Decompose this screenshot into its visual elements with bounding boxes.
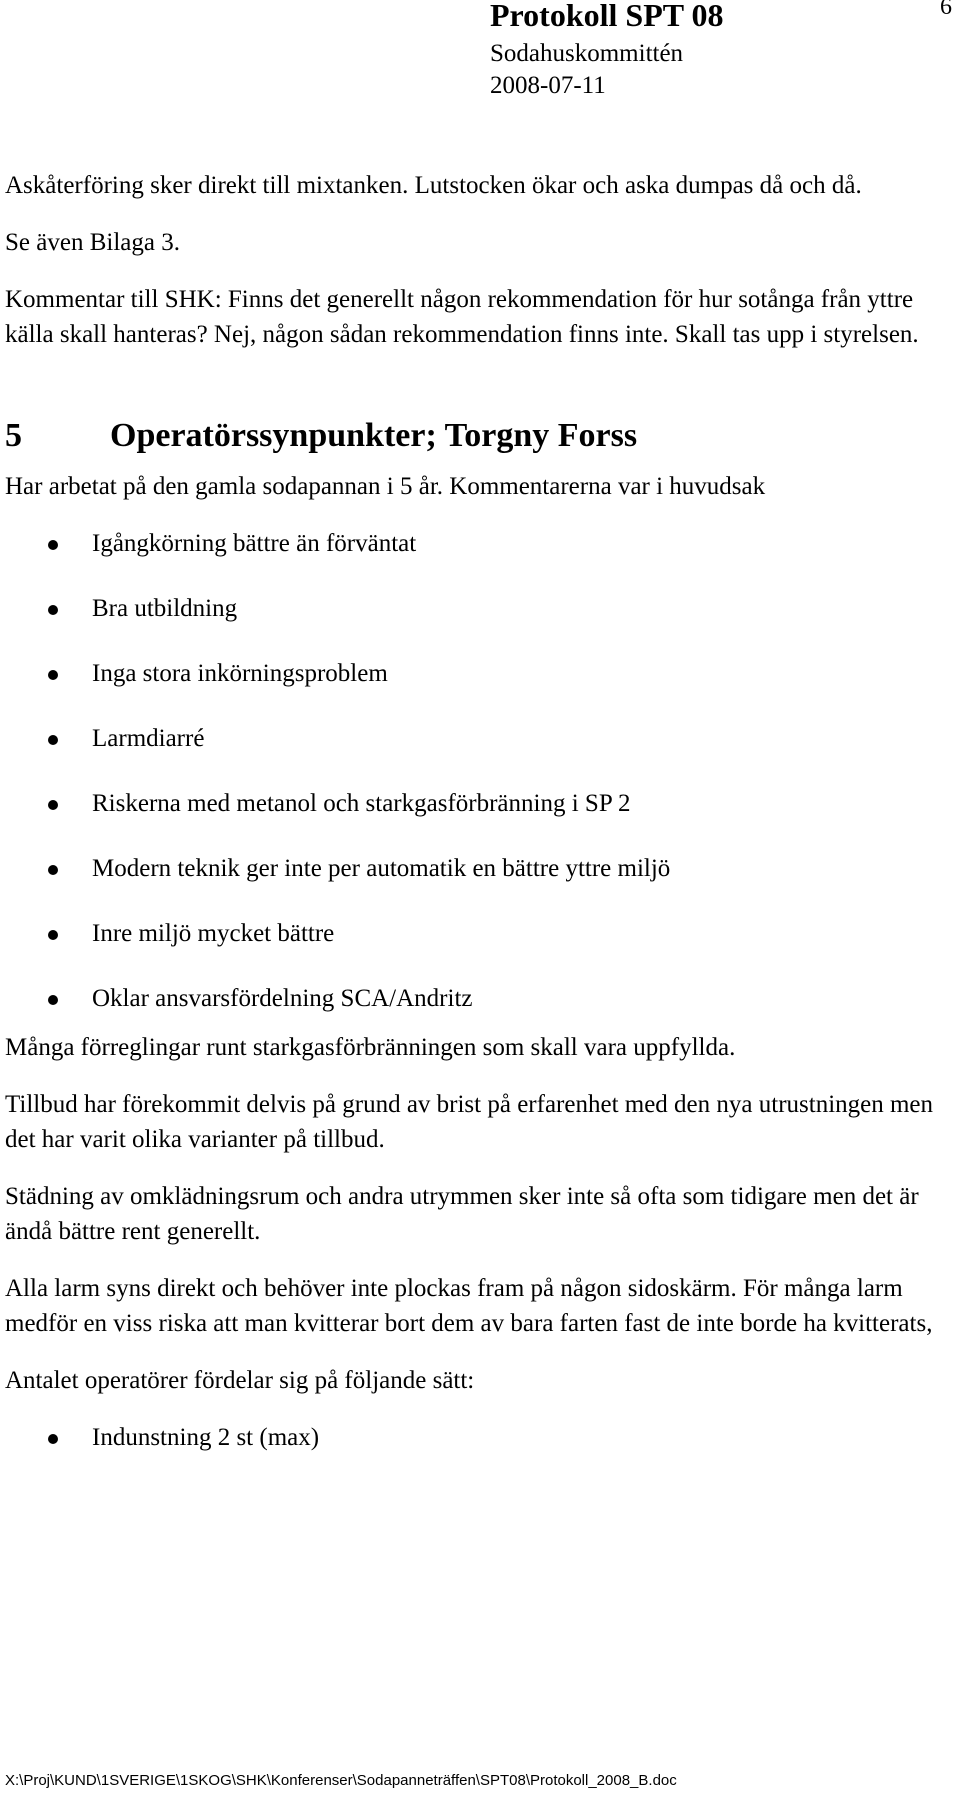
bullet-icon <box>48 930 58 940</box>
committee-name: Sodahuskommittén <box>490 40 684 67</box>
paragraph-alarms: Alla larm syns direkt och behöver inte plockas fram på någon sidoskärm. För många larm medför en viss riska att man kvitterar bort dem av bara farten fast de inte borde ha kvitterats, <box>5 1275 933 1337</box>
paragraph-appendix-ref: Se även Bilaga 3. <box>5 229 180 256</box>
list-item <box>5 1420 955 1455</box>
bullet-icon <box>48 800 58 810</box>
list-item-text: Indunstning 2 st (max) <box>92 1424 320 1451</box>
paragraph-cleaning: Städning av omklädningsrum och andra utrymmen sker inte så ofta som tidigare men det är ändå bättre rent generellt. <box>5 1183 919 1245</box>
list-item-text: Modern teknik ger inte per automatik en bättre yttre miljö <box>92 855 671 882</box>
list-item <box>5 591 955 626</box>
document-date: 2008-07-11 <box>490 72 606 99</box>
page-number: 6 <box>940 0 952 20</box>
bullet-icon <box>48 670 58 680</box>
list-item-text: Bra utbildning <box>92 595 238 622</box>
list-item <box>5 851 955 886</box>
paragraph-incidents: Tillbud har förekommit delvis på grund av brist på erfarenhet med den nya utrustningen men det har varit olika varianter på tillbud. <box>5 1091 934 1153</box>
list-item-text: Riskerna med metanol och starkgasförbränning i SP 2 <box>92 790 631 817</box>
bullet-icon <box>48 605 58 615</box>
section-number: 5 <box>5 417 22 454</box>
list-item-text: Larmdiarré <box>92 725 205 752</box>
paragraph-shk-comment: Kommentar till SHK: Finns det generellt någon rekommendation för hur sotånga från yttre källa skall hanteras? Nej, någon sådan rekommendation finns inte. Skall tas upp i styrelsen. <box>5 286 919 348</box>
bullet-icon <box>48 735 58 745</box>
list-item-text: Inre miljö mycket bättre <box>92 920 335 947</box>
operator-comments-list <box>5 526 955 1016</box>
section-title: Operatörssynpunkter; Torgny Forss <box>110 417 638 454</box>
list-item-text: Oklar ansvarsfördelning SCA/Andritz <box>92 985 473 1012</box>
section-heading <box>5 414 955 458</box>
list-item <box>5 916 955 951</box>
bullet-icon <box>48 865 58 875</box>
paragraph-operators: Antalet operatörer fördelar sig på följande sätt: <box>5 1367 475 1394</box>
bullet-icon <box>48 1434 58 1444</box>
list-item-text: Igångkörning bättre än förväntat <box>92 530 417 557</box>
list-item <box>5 981 955 1016</box>
file-path-footer: X:\Proj\KUND\1SVERIGE\1SKOG\SHK\Konferenser\Sodapanneträffen\SPT08\Protokoll_2008_B.doc <box>5 1772 677 1789</box>
list-item <box>5 526 955 561</box>
bullet-icon <box>48 540 58 550</box>
document-title: Protokoll SPT 08 <box>490 0 724 33</box>
list-item <box>5 721 955 756</box>
document-body <box>5 168 955 1455</box>
paragraph-intro: Har arbetat på den gamla sodapannan i 5 år. Kommentarerna var i huvudsak <box>5 473 766 500</box>
list-item-text: Inga stora inkörningsproblem <box>92 660 388 687</box>
list-item <box>5 786 955 821</box>
paragraph-ash-return: Askåterföring sker direkt till mixtanken. Lutstocken ökar och aska dumpas då och då. <box>5 172 862 199</box>
paragraph-interlocks: Många förreglingar runt starkgasförbränningen som skall vara uppfyllda. <box>5 1034 736 1061</box>
bullet-icon <box>48 995 58 1005</box>
operator-count-list <box>5 1420 955 1455</box>
list-item <box>5 656 955 691</box>
